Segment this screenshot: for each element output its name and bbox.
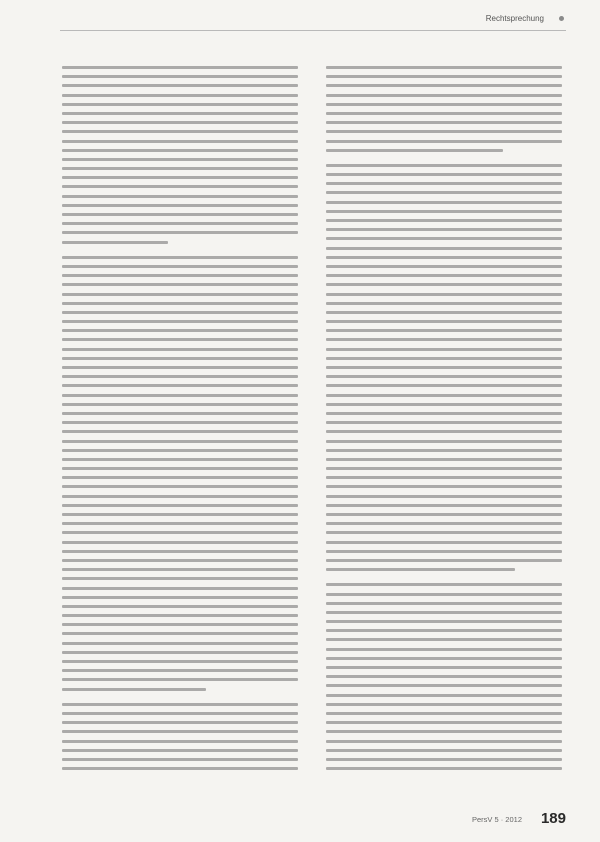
text-line-placeholder — [326, 94, 562, 97]
text-line-placeholder — [62, 403, 298, 406]
text-line-placeholder — [62, 231, 298, 234]
text-line-placeholder — [326, 531, 562, 534]
running-head — [60, 10, 566, 31]
text-line-placeholder — [62, 758, 298, 761]
text-line-placeholder — [62, 112, 298, 115]
text-line-placeholder — [62, 642, 298, 645]
text-line-placeholder — [62, 384, 298, 387]
text-line-placeholder — [326, 611, 562, 614]
text-line-placeholder — [326, 121, 562, 124]
text-line-placeholder — [326, 219, 562, 222]
paragraph-gap — [326, 158, 562, 164]
text-line-placeholder — [326, 476, 562, 479]
text-line-placeholder — [326, 130, 562, 133]
text-line-placeholder — [326, 430, 562, 433]
text-line-placeholder — [326, 730, 562, 733]
text-column-right — [326, 66, 562, 806]
text-line-placeholder — [326, 149, 503, 152]
text-line-placeholder — [326, 550, 562, 553]
page-footer — [0, 810, 566, 830]
text-line-placeholder — [326, 182, 562, 185]
text-line-placeholder — [62, 721, 298, 724]
text-line-placeholder — [62, 623, 298, 626]
text-line-placeholder — [62, 522, 298, 525]
text-line-placeholder — [326, 593, 562, 596]
text-line-placeholder — [326, 421, 562, 424]
text-line-placeholder — [62, 568, 298, 571]
text-line-placeholder — [62, 283, 298, 286]
text-line-placeholder — [62, 348, 298, 351]
text-line-placeholder — [62, 329, 298, 332]
text-line-placeholder — [62, 513, 298, 516]
text-line-placeholder — [62, 703, 298, 706]
text-line-placeholder — [326, 629, 562, 632]
text-line-placeholder — [62, 320, 298, 323]
text-line-placeholder — [62, 577, 298, 580]
text-line-placeholder — [62, 730, 298, 733]
text-line-placeholder — [62, 541, 298, 544]
page-number: 189 — [540, 810, 566, 827]
text-line-placeholder — [62, 495, 298, 498]
text-line-placeholder — [62, 366, 298, 369]
text-line-placeholder — [62, 75, 298, 78]
text-line-placeholder — [62, 158, 298, 161]
text-line-placeholder — [62, 375, 298, 378]
text-line-placeholder — [326, 140, 562, 143]
text-line-placeholder — [326, 274, 562, 277]
text-line-placeholder — [326, 522, 562, 525]
text-line-placeholder — [326, 394, 562, 397]
text-line-placeholder — [62, 531, 298, 534]
text-line-placeholder — [62, 485, 298, 488]
text-line-placeholder — [326, 440, 562, 443]
text-line-placeholder — [62, 596, 298, 599]
text-line-placeholder — [326, 467, 562, 470]
text-line-placeholder — [326, 694, 562, 697]
text-line-placeholder — [62, 559, 298, 562]
text-line-placeholder — [62, 121, 298, 124]
text-line-placeholder — [326, 256, 562, 259]
text-line-placeholder — [62, 740, 298, 743]
text-line-placeholder — [62, 274, 298, 277]
text-line-placeholder — [326, 265, 562, 268]
text-column-left — [62, 66, 298, 806]
text-line-placeholder — [326, 329, 562, 332]
text-line-placeholder — [62, 550, 298, 553]
text-line-placeholder — [62, 195, 298, 198]
text-line-placeholder — [62, 767, 298, 770]
text-line-placeholder — [62, 605, 298, 608]
text-line-placeholder — [62, 651, 298, 654]
text-line-placeholder — [326, 75, 562, 78]
text-line-placeholder — [62, 458, 298, 461]
text-line-placeholder — [326, 103, 562, 106]
text-line-placeholder — [62, 467, 298, 470]
text-line-placeholder — [62, 84, 298, 87]
text-line-placeholder — [326, 228, 562, 231]
text-line-placeholder — [326, 66, 562, 69]
text-line-placeholder — [326, 495, 562, 498]
text-line-placeholder — [326, 703, 562, 706]
text-line-placeholder — [62, 302, 298, 305]
text-line-placeholder — [326, 366, 562, 369]
text-line-placeholder — [326, 191, 562, 194]
text-line-placeholder — [326, 638, 562, 641]
text-line-placeholder — [62, 357, 298, 360]
text-line-placeholder — [326, 684, 562, 687]
text-line-placeholder — [326, 112, 562, 115]
text-line-placeholder — [326, 758, 562, 761]
text-line-placeholder — [326, 283, 562, 286]
text-line-placeholder — [326, 559, 562, 562]
text-line-placeholder — [62, 130, 298, 133]
text-line-placeholder — [326, 357, 562, 360]
text-line-placeholder — [326, 201, 562, 204]
text-line-placeholder — [62, 712, 298, 715]
text-line-placeholder — [62, 167, 298, 170]
text-line-placeholder — [62, 669, 298, 672]
text-line-placeholder — [326, 666, 562, 669]
text-line-placeholder — [62, 222, 298, 225]
text-line-placeholder — [62, 688, 206, 691]
text-line-placeholder — [62, 293, 298, 296]
text-line-placeholder — [326, 721, 562, 724]
text-line-placeholder — [326, 541, 562, 544]
text-line-placeholder — [326, 568, 515, 571]
text-line-placeholder — [326, 247, 562, 250]
text-line-placeholder — [326, 583, 562, 586]
text-line-placeholder — [326, 485, 562, 488]
text-line-placeholder — [62, 412, 298, 415]
text-line-placeholder — [326, 749, 562, 752]
text-line-placeholder — [62, 140, 298, 143]
text-line-placeholder — [62, 256, 298, 259]
text-line-placeholder — [326, 620, 562, 623]
text-line-placeholder — [326, 712, 562, 715]
text-line-placeholder — [326, 513, 562, 516]
issue-label: PersV 5 · 2012 — [471, 815, 522, 824]
text-line-placeholder — [62, 311, 298, 314]
text-line-placeholder — [326, 173, 562, 176]
text-line-placeholder — [326, 210, 562, 213]
text-line-placeholder — [62, 476, 298, 479]
text-line-placeholder — [62, 749, 298, 752]
text-line-placeholder — [326, 164, 562, 167]
text-line-placeholder — [326, 302, 562, 305]
text-line-placeholder — [62, 632, 298, 635]
text-line-placeholder — [62, 94, 298, 97]
text-line-placeholder — [326, 320, 562, 323]
text-line-placeholder — [326, 237, 562, 240]
text-line-placeholder — [62, 394, 298, 397]
text-line-placeholder — [62, 421, 298, 424]
text-line-placeholder — [326, 675, 562, 678]
text-line-placeholder — [326, 384, 562, 387]
text-line-placeholder — [62, 204, 298, 207]
text-line-placeholder — [326, 657, 562, 660]
text-line-placeholder — [62, 430, 298, 433]
paragraph-gap — [62, 697, 298, 703]
text-line-placeholder — [62, 504, 298, 507]
text-line-placeholder — [326, 403, 562, 406]
text-line-placeholder — [62, 587, 298, 590]
text-line-placeholder — [326, 648, 562, 651]
text-line-placeholder — [326, 767, 562, 770]
text-line-placeholder — [62, 449, 298, 452]
text-line-placeholder — [326, 338, 562, 341]
text-line-placeholder — [326, 449, 562, 452]
text-line-placeholder — [326, 84, 562, 87]
text-line-placeholder — [326, 602, 562, 605]
section-label: Rechtsprechung — [485, 14, 544, 23]
text-line-placeholder — [62, 660, 298, 663]
text-line-placeholder — [326, 412, 562, 415]
section-marker-icon — [559, 16, 564, 21]
text-line-placeholder — [62, 176, 298, 179]
text-line-placeholder — [62, 213, 298, 216]
text-line-placeholder — [62, 440, 298, 443]
text-line-placeholder — [62, 614, 298, 617]
text-line-placeholder — [62, 103, 298, 106]
text-line-placeholder — [326, 311, 562, 314]
text-line-placeholder — [62, 66, 298, 69]
text-line-placeholder — [326, 740, 562, 743]
text-line-placeholder — [326, 293, 562, 296]
text-line-placeholder — [326, 458, 562, 461]
text-line-placeholder — [62, 678, 298, 681]
text-line-placeholder — [62, 185, 298, 188]
text-line-placeholder — [326, 348, 562, 351]
text-line-placeholder — [62, 241, 168, 244]
paragraph-gap — [62, 250, 298, 256]
text-line-placeholder — [326, 504, 562, 507]
text-line-placeholder — [62, 149, 298, 152]
text-line-placeholder — [326, 375, 562, 378]
text-line-placeholder — [62, 338, 298, 341]
text-line-placeholder — [62, 265, 298, 268]
